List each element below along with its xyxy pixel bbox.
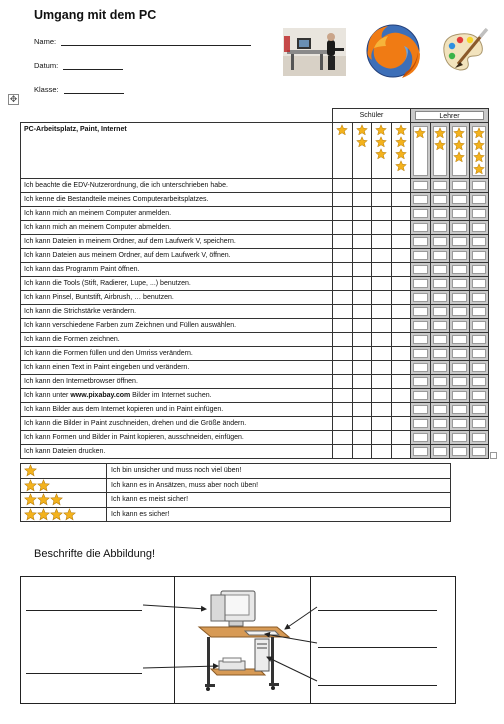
star-icon (356, 124, 368, 136)
skill-text: Ich beachte die EDV-Nutzerordnung, die ich unterschrieben habe. (21, 178, 333, 192)
skill-text: Ich kann verschiedene Farben zum Zeichnen und Füllen auswählen. (21, 318, 333, 332)
page-title: Umgang mit dem PC (34, 8, 157, 22)
schueler-check-cell[interactable] (352, 304, 372, 318)
schueler-check-cell[interactable] (372, 360, 392, 374)
lehrer-check-cell[interactable] (450, 178, 470, 192)
schueler-check-cell[interactable] (352, 262, 372, 276)
skill-text: Ich kann die Formen füllen und den Umriss verändern. (21, 346, 333, 360)
schueler-check-cell[interactable] (391, 416, 411, 430)
skill-text: Ich kann den Internetbrowser öffnen. (21, 374, 333, 388)
lehrer-check-cell[interactable] (430, 402, 450, 416)
lehrer-check-cell[interactable] (430, 346, 450, 360)
schueler-check-cell[interactable] (352, 276, 372, 290)
table-resize-handle-icon[interactable] (490, 452, 497, 459)
schueler-check-cell[interactable] (372, 388, 392, 402)
skill-text: Ich kann die Formen zeichnen. (21, 332, 333, 346)
schueler-check-cell[interactable] (352, 444, 372, 458)
skill-text: Ich kann einen Text in Paint eingeben und verändern. (21, 360, 333, 374)
lehrer-check-cell[interactable] (430, 360, 450, 374)
lehrer-check-cell[interactable] (411, 346, 431, 360)
star-icon (395, 124, 407, 136)
table-row (21, 402, 489, 416)
lehrer-check-cell[interactable] (411, 402, 431, 416)
legend-stars-1 (21, 464, 107, 479)
table-topic-row (21, 122, 489, 178)
lehrer-check-cell[interactable] (469, 234, 489, 248)
schueler-check-cell[interactable] (333, 374, 353, 388)
legend-text: Ich bin unsicher und muss noch viel üben! (107, 464, 451, 479)
schueler-check-cell[interactable] (333, 178, 353, 192)
table-row (21, 234, 489, 248)
legend-stars-4 (21, 507, 107, 522)
lehrer-check-cell[interactable] (411, 360, 431, 374)
legend-row (21, 464, 451, 479)
schueler-check-cell[interactable] (352, 374, 372, 388)
schueler-check-cell[interactable] (372, 248, 392, 262)
lehrer-check-cell[interactable] (450, 388, 470, 402)
schueler-check-cell[interactable] (372, 346, 392, 360)
lehrer-check-cell[interactable] (411, 276, 431, 290)
legend-text: Ich kann es sicher! (107, 507, 451, 522)
self-assessment-table (20, 108, 489, 459)
schueler-check-cell[interactable] (391, 374, 411, 388)
klasse-field[interactable] (34, 85, 124, 94)
schueler-check-cell[interactable] (391, 402, 411, 416)
name-field[interactable] (34, 37, 251, 46)
lehrer-check-cell[interactable] (469, 318, 489, 332)
lehrer-check-cell[interactable] (430, 416, 450, 430)
schueler-check-cell[interactable] (372, 220, 392, 234)
lehrer-check-cell[interactable] (411, 444, 431, 458)
datum-label: Datum: (34, 61, 59, 70)
lehrer-check-cell[interactable] (469, 416, 489, 430)
schueler-check-cell[interactable] (372, 332, 392, 346)
schueler-check-cell[interactable] (372, 402, 392, 416)
schueler-check-cell[interactable] (333, 206, 353, 220)
table-row (21, 192, 489, 206)
computer-workstation-illustration (21, 577, 457, 705)
schueler-header: Schüler (333, 109, 411, 123)
table-row (21, 276, 489, 290)
table-row (21, 374, 489, 388)
lehrer-check-cell[interactable] (411, 262, 431, 276)
schueler-check-cell[interactable] (333, 248, 353, 262)
star-icon (24, 479, 37, 492)
schueler-check-cell[interactable] (352, 332, 372, 346)
schueler-check-cell[interactable] (391, 178, 411, 192)
schueler-check-cell[interactable] (372, 318, 392, 332)
skill-text: Ich kann die Bilder in Paint zuschneiden, drehen und die Größe ändern. (21, 416, 333, 430)
lehrer-check-cell[interactable] (430, 234, 450, 248)
lehrer-check-cell[interactable] (411, 318, 431, 332)
star-icon (37, 493, 50, 506)
schueler-check-cell[interactable] (333, 220, 353, 234)
table-row (21, 304, 489, 318)
lehrer-check-cell[interactable] (469, 290, 489, 304)
lehrer-check-cell[interactable] (450, 248, 470, 262)
star-icon (473, 163, 485, 175)
schueler-check-cell[interactable] (352, 290, 372, 304)
star-icon (336, 124, 348, 136)
schueler-check-cell[interactable] (391, 444, 411, 458)
lehrer-check-cell[interactable] (469, 402, 489, 416)
skill-text: Ich kann Pinsel, Buntstift, Airbrush, … benutzen. (21, 290, 333, 304)
datum-line (63, 63, 123, 70)
star-icon (395, 136, 407, 148)
lehrer-check-cell[interactable] (411, 332, 431, 346)
skill-text-pixabay (21, 388, 333, 402)
table-row (21, 444, 489, 458)
table-move-handle-icon[interactable]: ✥ (9, 94, 18, 104)
lehrer-header (411, 109, 489, 123)
schueler-check-cell[interactable] (391, 220, 411, 234)
schueler-check-cell[interactable] (352, 248, 372, 262)
table-row (21, 220, 489, 234)
schueler-level-1 (333, 122, 353, 178)
topic-cell: PC-Arbeitsplatz, Paint, Internet (21, 122, 333, 178)
schueler-check-cell[interactable] (333, 430, 353, 444)
table-row (21, 346, 489, 360)
star-icon (375, 124, 387, 136)
lehrer-check-cell[interactable] (450, 416, 470, 430)
schueler-check-cell[interactable] (372, 430, 392, 444)
schueler-check-cell[interactable] (333, 388, 353, 402)
lehrer-check-cell[interactable] (450, 332, 470, 346)
table-row (21, 248, 489, 262)
schueler-check-cell[interactable] (372, 416, 392, 430)
lehrer-check-cell[interactable] (411, 248, 431, 262)
table-row (21, 430, 489, 444)
klasse-label: Klasse: (34, 85, 59, 94)
star-icon (395, 148, 407, 160)
skill-text: Ich kann Dateien drucken. (21, 444, 333, 458)
firefox-logo-icon (362, 20, 424, 82)
star-icon (395, 160, 407, 172)
legend-row (21, 507, 451, 522)
star-icon (50, 508, 63, 521)
lehrer-check-cell[interactable] (411, 206, 431, 220)
lehrer-check-cell[interactable] (430, 248, 450, 262)
lehrer-check-cell[interactable] (411, 290, 431, 304)
skill-text: Ich kann mich an meinem Computer abmelden. (21, 220, 333, 234)
name-label: Name: (34, 37, 57, 46)
lehrer-check-cell[interactable] (430, 430, 450, 444)
star-icon (37, 479, 50, 492)
legend-row (21, 493, 451, 508)
lehrer-check-cell[interactable] (411, 374, 431, 388)
legend-text: Ich kann es in Ansätzen, muss aber noch üben! (107, 478, 451, 493)
schueler-check-cell[interactable] (352, 346, 372, 360)
schueler-check-cell[interactable] (391, 304, 411, 318)
lehrer-check-cell[interactable] (450, 346, 470, 360)
lehrer-check-cell[interactable] (411, 388, 431, 402)
schueler-check-cell[interactable] (333, 346, 353, 360)
schueler-check-cell[interactable] (372, 290, 392, 304)
table-row (21, 206, 489, 220)
schueler-check-cell[interactable] (372, 304, 392, 318)
schueler-check-cell[interactable] (333, 332, 353, 346)
schueler-check-cell[interactable] (333, 416, 353, 430)
schueler-check-cell[interactable] (372, 206, 392, 220)
star-icon (453, 139, 465, 151)
skill-text: Ich kann Formen und Bilder in Paint kopieren, ausschneiden, einfügen. (21, 430, 333, 444)
schueler-check-cell[interactable] (391, 192, 411, 206)
table-row (21, 262, 489, 276)
star-icon (414, 127, 426, 139)
schueler-check-cell[interactable] (352, 430, 372, 444)
skill-text: Ich kenne die Bestandteile meines Computerarbeitsplatzes. (21, 192, 333, 206)
lehrer-check-cell[interactable] (469, 178, 489, 192)
lehrer-check-cell[interactable] (469, 332, 489, 346)
name-line (61, 39, 251, 46)
lehrer-check-cell[interactable] (450, 192, 470, 206)
lehrer-check-cell[interactable] (450, 290, 470, 304)
schueler-check-cell[interactable] (372, 276, 392, 290)
lehrer-check-cell[interactable] (430, 178, 450, 192)
lehrer-check-cell[interactable] (450, 276, 470, 290)
schueler-check-cell[interactable] (372, 192, 392, 206)
lehrer-check-cell[interactable] (450, 444, 470, 458)
lehrer-level-1 (411, 122, 431, 178)
schueler-check-cell[interactable] (352, 360, 372, 374)
exercise-heading: Beschrifte die Abbildung! (34, 548, 156, 560)
schueler-check-cell[interactable] (391, 430, 411, 444)
schueler-check-cell[interactable] (352, 318, 372, 332)
lehrer-check-cell[interactable] (411, 220, 431, 234)
lehrer-check-cell[interactable] (450, 430, 470, 444)
lehrer-check-cell[interactable] (469, 360, 489, 374)
lehrer-check-cell[interactable] (469, 192, 489, 206)
lehrer-check-cell[interactable] (430, 388, 450, 402)
lehrer-check-cell[interactable] (469, 388, 489, 402)
schueler-check-cell[interactable] (333, 318, 353, 332)
skill-text: Ich kann Bilder aus dem Internet kopieren und in Paint einfügen. (21, 402, 333, 416)
table-row (21, 318, 489, 332)
lehrer-level-4 (469, 122, 489, 178)
lehrer-check-cell[interactable] (469, 276, 489, 290)
lehrer-check-cell[interactable] (411, 192, 431, 206)
table-row (21, 360, 489, 374)
lehrer-check-cell[interactable] (430, 374, 450, 388)
star-icon (24, 508, 37, 521)
lehrer-header-label: Lehrer (415, 111, 484, 120)
lehrer-check-cell[interactable] (450, 304, 470, 318)
labeling-diagram (20, 576, 456, 704)
lehrer-check-cell[interactable] (430, 262, 450, 276)
schueler-check-cell[interactable] (333, 276, 353, 290)
lehrer-check-cell[interactable] (469, 346, 489, 360)
schueler-check-cell[interactable] (391, 346, 411, 360)
lehrer-check-cell[interactable] (430, 304, 450, 318)
schueler-check-cell[interactable] (372, 444, 392, 458)
lehrer-check-cell[interactable] (469, 444, 489, 458)
lehrer-check-cell[interactable] (411, 304, 431, 318)
lehrer-check-cell[interactable] (411, 416, 431, 430)
star-icon (63, 508, 76, 521)
star-icon (356, 136, 368, 148)
schueler-check-cell[interactable] (391, 290, 411, 304)
skill-text: Ich kann Dateien aus meinem Ordner, auf dem Laufwerk V, öffnen. (21, 248, 333, 262)
star-icon (50, 493, 63, 506)
schueler-check-cell[interactable] (352, 402, 372, 416)
lehrer-level-3 (450, 122, 470, 178)
schueler-check-cell[interactable] (352, 234, 372, 248)
lehrer-check-cell[interactable] (450, 220, 470, 234)
lehrer-check-cell[interactable] (430, 206, 450, 220)
schueler-check-cell[interactable] (391, 262, 411, 276)
star-icon (434, 127, 446, 139)
lehrer-check-cell[interactable] (430, 444, 450, 458)
schueler-check-cell[interactable] (352, 388, 372, 402)
schueler-check-cell[interactable] (391, 388, 411, 402)
schueler-check-cell[interactable] (352, 220, 372, 234)
schueler-check-cell[interactable] (333, 262, 353, 276)
star-icon (473, 127, 485, 139)
star-icon (473, 139, 485, 151)
table-row (21, 416, 489, 430)
lehrer-check-cell[interactable] (469, 248, 489, 262)
lehrer-check-cell[interactable] (430, 220, 450, 234)
star-icon (24, 464, 37, 477)
star-icon (453, 127, 465, 139)
skill-text: Ich kann Dateien in meinem Ordner, auf dem Laufwerk V, speichern. (21, 234, 333, 248)
schueler-check-cell[interactable] (333, 192, 353, 206)
lehrer-check-cell[interactable] (469, 206, 489, 220)
schueler-check-cell[interactable] (372, 234, 392, 248)
schueler-check-cell[interactable] (333, 444, 353, 458)
star-icon (453, 151, 465, 163)
lehrer-check-cell[interactable] (411, 234, 431, 248)
legend-row (21, 478, 451, 493)
schueler-level-4 (391, 122, 411, 178)
star-icon (375, 136, 387, 148)
lehrer-check-cell[interactable] (411, 430, 431, 444)
lehrer-check-cell[interactable] (430, 276, 450, 290)
schueler-check-cell[interactable] (333, 234, 353, 248)
table-row (21, 178, 489, 192)
paint-palette-icon (438, 26, 490, 74)
skill-text: Ich kann die Tools (Stift, Radierer, Lupe, ...) benutzen. (21, 276, 333, 290)
schueler-check-cell[interactable] (372, 262, 392, 276)
table-group-header-row (21, 109, 489, 123)
schueler-check-cell[interactable] (391, 248, 411, 262)
star-icon (473, 151, 485, 163)
schueler-check-cell[interactable] (391, 276, 411, 290)
schueler-level-2 (352, 122, 372, 178)
schueler-level-3 (372, 122, 392, 178)
star-icon (375, 148, 387, 160)
lehrer-check-cell[interactable] (450, 262, 470, 276)
lehrer-check-cell[interactable] (450, 206, 470, 220)
lehrer-check-cell[interactable] (430, 290, 450, 304)
lehrer-check-cell[interactable] (469, 220, 489, 234)
schueler-check-cell[interactable] (333, 402, 353, 416)
star-icon (24, 493, 37, 506)
lehrer-check-cell[interactable] (469, 304, 489, 318)
legend-text: Ich kann es meist sicher! (107, 493, 451, 508)
skill-text: Ich kann die Strichstärke verändern. (21, 304, 333, 318)
office-worker-photo (283, 28, 346, 76)
lehrer-check-cell[interactable] (430, 318, 450, 332)
lehrer-check-cell[interactable] (450, 374, 470, 388)
lehrer-check-cell[interactable] (450, 318, 470, 332)
table-row (21, 388, 489, 402)
schueler-check-cell[interactable] (333, 360, 353, 374)
datum-field[interactable] (34, 61, 123, 70)
schueler-check-cell[interactable] (391, 206, 411, 220)
legend-stars-2 (21, 478, 107, 493)
lehrer-check-cell[interactable] (450, 360, 470, 374)
schueler-check-cell[interactable] (372, 374, 392, 388)
star-icon (434, 139, 446, 151)
star-legend-table (20, 463, 451, 522)
lehrer-check-cell[interactable] (450, 402, 470, 416)
klasse-line (64, 87, 124, 94)
table-row (21, 332, 489, 346)
schueler-check-cell[interactable] (391, 360, 411, 374)
lehrer-check-cell[interactable] (469, 262, 489, 276)
lehrer-level-2 (430, 122, 450, 178)
schueler-check-cell[interactable] (391, 234, 411, 248)
schueler-check-cell[interactable] (372, 178, 392, 192)
schueler-check-cell[interactable] (333, 290, 353, 304)
skill-text-part: Ich kann unter (24, 391, 71, 399)
pixabay-link[interactable]: www.pixabay.com (70, 391, 131, 399)
legend-stars-3 (21, 493, 107, 508)
schueler-check-cell[interactable] (352, 206, 372, 220)
schueler-check-cell[interactable] (352, 178, 372, 192)
skill-text: Ich kann mich an meinem Computer anmelden. (21, 206, 333, 220)
lehrer-check-cell[interactable] (430, 332, 450, 346)
skill-text: Ich kann das Programm Paint öffnen. (21, 262, 333, 276)
schueler-check-cell[interactable] (352, 192, 372, 206)
lehrer-check-cell[interactable] (469, 430, 489, 444)
lehrer-check-cell[interactable] (469, 374, 489, 388)
lehrer-check-cell[interactable] (430, 192, 450, 206)
schueler-check-cell[interactable] (352, 416, 372, 430)
table-row (21, 290, 489, 304)
schueler-check-cell[interactable] (333, 304, 353, 318)
schueler-check-cell[interactable] (391, 318, 411, 332)
lehrer-check-cell[interactable] (411, 178, 431, 192)
lehrer-check-cell[interactable] (450, 234, 470, 248)
schueler-check-cell[interactable] (391, 332, 411, 346)
star-icon (37, 508, 50, 521)
skill-text-part: Bilder im Internet suchen. (130, 391, 212, 399)
